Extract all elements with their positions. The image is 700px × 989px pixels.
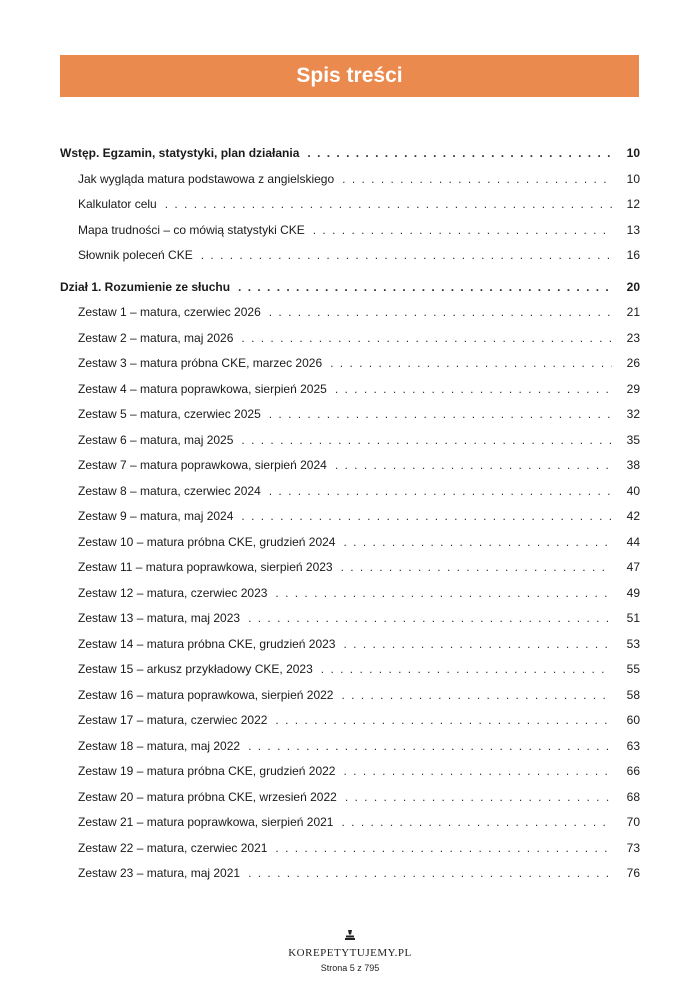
toc-entry-label: Zestaw 21 – matura poprawkowa, sierpień 2021 [78,815,334,829]
toc-entry-label: Zestaw 23 – matura, maj 2021 [78,866,241,880]
toc-entry-label: Zestaw 16 – matura poprawkowa, sierpień 2022 [78,687,334,702]
dot-leader [345,785,612,811]
toc-entry-label: Zestaw 2 – matura, maj 2026 [78,330,234,345]
toc-entry[interactable] [60,759,640,785]
toc-entry-page: 42 [626,509,640,523]
title-banner [60,55,639,97]
toc-entry[interactable] [60,606,640,632]
toc-entry-label: Zestaw 3 – matura próbna CKE, marzec 2026 [78,356,323,370]
dot-leader [335,377,612,403]
toc-entry[interactable] [60,708,640,734]
dot-leader [343,632,612,658]
dot-leader [341,810,612,836]
toc-entry-page: 49 [626,585,640,600]
toc-entry-label: Zestaw 22 – matura, czerwiec 2021 [78,840,268,855]
dot-leader [275,708,612,734]
toc-entry[interactable] [60,167,640,193]
toc-entry-page: 13 [626,222,640,237]
toc-entry-page: 38 [626,458,640,472]
dot-leader [330,351,612,377]
toc-section-entry[interactable] [60,275,640,301]
dot-leader [341,683,612,709]
dot-leader [248,734,612,760]
toc-entry-page: 44 [626,534,640,549]
toc-entry-page: 21 [626,305,640,319]
toc-entry-page: 51 [626,611,640,625]
toc-entry-label: Zestaw 13 – matura, maj 2023 [78,611,241,625]
toc-entry-label: Zestaw 5 – matura, czerwiec 2025 [78,407,261,421]
dot-leader [248,861,612,887]
toc-entry[interactable] [60,479,640,505]
page-title: Spis treści [296,64,403,87]
toc-entry[interactable] [60,836,640,862]
toc-entry-label: Zestaw 11 – matura poprawkowa, sierpień 2023 [78,560,333,574]
toc-entry-label: Zestaw 6 – matura, maj 2025 [78,432,234,447]
toc-entry[interactable] [60,504,640,530]
toc-entry[interactable] [60,632,640,658]
toc-entry[interactable] [60,192,640,218]
page-footer [0,928,700,973]
dot-leader [343,759,612,785]
toc-entry-label: Zestaw 18 – matura, maj 2022 [78,738,241,753]
toc-entry-page: 10 [626,146,640,160]
toc-entry-page: 73 [626,840,640,855]
dot-leader [341,555,612,581]
toc-entry-label: Zestaw 1 – matura, czerwiec 2026 [78,305,261,319]
toc-entry[interactable] [60,555,640,581]
toc-entry[interactable] [60,243,640,269]
toc-entry-label: Zestaw 4 – matura poprawkowa, sierpień 2025 [78,381,327,396]
dot-leader [165,192,612,218]
dot-leader [313,218,612,244]
toc-entry[interactable] [60,428,640,454]
toc-entry-page: 32 [626,407,640,421]
toc-entry-page: 10 [626,171,640,186]
toc-entry[interactable] [60,785,640,811]
toc-entry[interactable] [60,530,640,556]
toc-entry[interactable] [60,683,640,709]
dot-leader [269,479,612,505]
dot-leader [241,428,612,454]
toc-entry-label: Jak wygląda matura podstawowa z angielskiego [78,171,335,186]
toc-entry-label: Zestaw 7 – matura poprawkowa, sierpień 2024 [78,458,327,472]
dot-leader [248,606,612,632]
toc-entry-label: Zestaw 17 – matura, czerwiec 2022 [78,713,268,727]
book-stack-icon [343,929,357,941]
toc-entry[interactable] [60,453,640,479]
toc-entry[interactable] [60,810,640,836]
toc-entry-label: Zestaw 10 – matura próbna CKE, grudzień 2024 [78,534,336,549]
toc-entry-label: Słownik poleceń CKE [78,248,193,262]
toc-entry-page: 16 [626,248,640,262]
table-of-contents [60,141,640,887]
toc-entry-label: Zestaw 20 – matura próbna CKE, wrzesień 2022 [78,789,337,804]
toc-entry-page: 68 [626,789,640,804]
toc-entry-label: Zestaw 14 – matura próbna CKE, grudzień 2023 [78,636,336,651]
dot-leader [201,243,612,269]
dot-leader [269,300,612,326]
toc-entry-label: Wstęp. Egzamin, statystyki, plan działania [60,146,300,160]
toc-entry[interactable] [60,326,640,352]
toc-entry[interactable] [60,581,640,607]
toc-entry-page: 70 [626,815,640,829]
toc-entry-page: 60 [626,713,640,727]
toc-entry-label: Dział 1. Rozumienie ze słuchu [60,279,231,294]
toc-section-entry[interactable] [60,141,640,167]
page-number: Strona 5 z 795 [320,963,380,973]
toc-entry-page: 23 [626,330,640,345]
dot-leader [335,453,612,479]
toc-entry-page: 35 [626,432,640,447]
dot-leader [321,657,612,683]
dot-leader [275,581,612,607]
toc-entry-page: 29 [626,381,640,396]
dot-leader [343,530,612,556]
toc-entry-page: 66 [626,764,640,778]
dot-leader [241,326,612,352]
toc-entry-page: 12 [626,197,640,211]
dot-leader [307,141,612,167]
toc-entry-label: Zestaw 15 – arkusz przykładowy CKE, 2023 [78,662,313,676]
toc-entry-label: Mapa trudności – co mówią statystyki CKE [78,222,305,237]
toc-entry-label: Zestaw 9 – matura, maj 2024 [78,509,234,523]
dot-leader [269,402,612,428]
toc-entry-label: Zestaw 12 – matura, czerwiec 2023 [78,585,268,600]
toc-entry-page: 26 [626,356,640,370]
toc-entry-page: 55 [626,662,640,676]
toc-entry[interactable] [60,657,640,683]
toc-entry[interactable] [60,402,640,428]
toc-entry-label: Kalkulator celu [78,197,157,211]
toc-entry-page: 47 [626,560,640,574]
toc-entry[interactable] [60,218,640,244]
dot-leader [342,167,612,193]
toc-entry[interactable] [60,377,640,403]
dot-leader [238,275,612,301]
toc-entry-page: 20 [626,279,640,294]
toc-entry[interactable] [60,861,640,887]
toc-entry[interactable] [60,734,640,760]
toc-entry-page: 58 [626,687,640,702]
toc-entry-page: 53 [626,636,640,651]
toc-entry-label: Zestaw 8 – matura, czerwiec 2024 [78,483,261,498]
toc-entry-label: Zestaw 19 – matura próbna CKE, grudzień 2022 [78,764,336,778]
toc-entry-page: 40 [626,483,640,498]
toc-entry-page: 76 [626,866,640,880]
brand-logo-text: KOREPETYTUJEMY.PL [288,947,412,959]
dot-leader [241,504,612,530]
toc-entry-page: 63 [626,738,640,753]
dot-leader [275,836,612,862]
toc-entry[interactable] [60,351,640,377]
toc-entry[interactable] [60,300,640,326]
